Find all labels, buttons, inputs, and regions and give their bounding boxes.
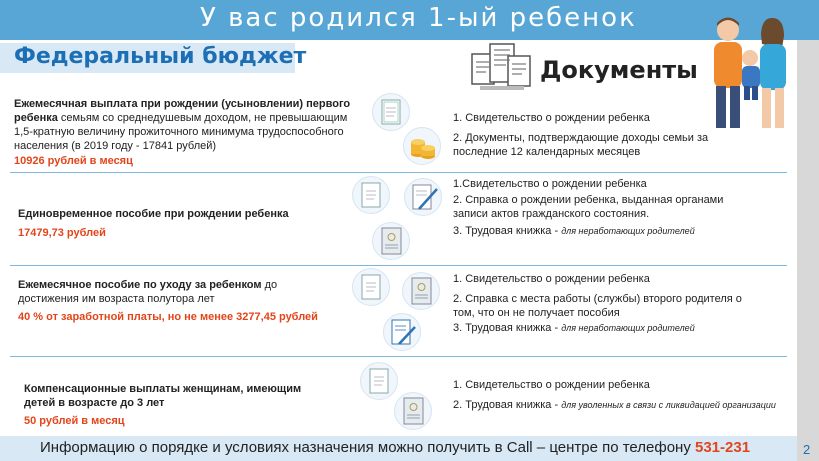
row-divider (10, 265, 787, 266)
footer-text: Информацию о порядке и условиях назначения можно получить в Call – центре по телефону (40, 439, 695, 456)
document-item: 2. Документы, подтверждающие доходы семьи за последние 12 календарных месяцев (453, 132, 709, 158)
header-bar (0, 0, 819, 40)
coins-icon-bg (403, 127, 441, 165)
document-item-note: для уволенных в связи с ликвидацией организации (561, 400, 776, 410)
document-item-text: 3. Трудовая книжка - (453, 322, 562, 334)
benefit-description (18, 278, 318, 306)
document-item: 1. Свидетельство о рождении ребенка (453, 379, 650, 391)
certificate-icon-bg (352, 268, 390, 306)
document-item-note: для неработающих родителей (561, 323, 695, 333)
benefit-amount: 17479,73 рублей (18, 227, 106, 239)
benefit-name: Ежемесячное пособие по уходу за ребенком (18, 279, 262, 291)
workbook-icon-bg (394, 392, 432, 430)
budget-label-bar (0, 43, 307, 73)
certificate-icon-bg (372, 93, 410, 131)
benefit-name: Ежемесячная выплата при рождении (усыновлении) первого ребенка (14, 98, 351, 124)
document-item: 2. Справка с места работы (службы) второго родителя о том, что он не получает пособия (453, 293, 742, 319)
page-title: У вас родился 1-ый ребенок (200, 3, 637, 33)
page-number: 2 (803, 442, 811, 457)
certificate-icon (353, 177, 389, 213)
document-item-note: для неработающих родителей (561, 226, 695, 236)
documents-title: Документы (540, 56, 698, 84)
benefit-amount: 40 % от заработной платы, но не менее 3277,45 рублей (18, 311, 318, 323)
document-item: 1. Свидетельство о рождении ребенка (453, 273, 650, 285)
document-item: 1. Свидетельство о рождении ребенка (453, 112, 650, 124)
document-item-text: 3. Трудовая книжка - (453, 225, 562, 237)
signed-document-icon-bg (383, 313, 421, 351)
document-item (453, 224, 753, 238)
budget-label: Федеральный бюджет (14, 44, 307, 69)
coins-icon (404, 128, 440, 164)
signing-pen-icon-bg (404, 178, 442, 216)
workbook-icon-bg (402, 272, 440, 310)
right-side-panel (797, 40, 819, 461)
certificate-icon-bg (360, 362, 398, 400)
benefit-name: Единовременное пособие при рождении ребенка (18, 208, 289, 220)
footer-bar (0, 436, 797, 461)
workbook-icon (403, 273, 439, 309)
benefit-name: Компенсационные выплаты женщинам, имеющим детей в возрасте до 3 лет (24, 383, 302, 409)
benefit-description (14, 97, 354, 153)
signing-pen-icon (405, 179, 441, 215)
document-item: 2. Справка о рождении ребенка, выданная органами записи актов гражданского состояния. (453, 194, 724, 220)
row-divider (10, 356, 787, 357)
certificate-icon-bg (352, 176, 390, 214)
benefit-details: до достижения им возраста полутора лет (18, 279, 278, 305)
document-item (453, 398, 793, 412)
workbook-icon (395, 393, 431, 429)
footer-phone: 531-231 (695, 439, 751, 456)
benefit-details: семьям со среднедушевым доходом, не превышающим 1,5-кратную величину прожиточного минимума трудоспособного населения (в 2019 году - 17841 рублей) (14, 112, 348, 152)
benefit-amount: 50 рублей в месяц (24, 415, 125, 427)
signed-document-icon (384, 314, 420, 350)
document-item (453, 321, 753, 335)
benefit-amount: 10926 рублей в месяц (14, 155, 133, 167)
certificate-icon (361, 363, 397, 399)
footer-info (40, 439, 750, 456)
certificate-icon (373, 94, 409, 130)
certificate-icon (353, 269, 389, 305)
row-divider (10, 172, 787, 173)
document-item: 1.Свидетельство о рождении ребенка (453, 178, 647, 190)
workbook-icon (373, 223, 409, 259)
documents-stack-icon (470, 42, 534, 100)
document-item-text: 2. Трудовая книжка - (453, 399, 562, 411)
workbook-icon-bg (372, 222, 410, 260)
